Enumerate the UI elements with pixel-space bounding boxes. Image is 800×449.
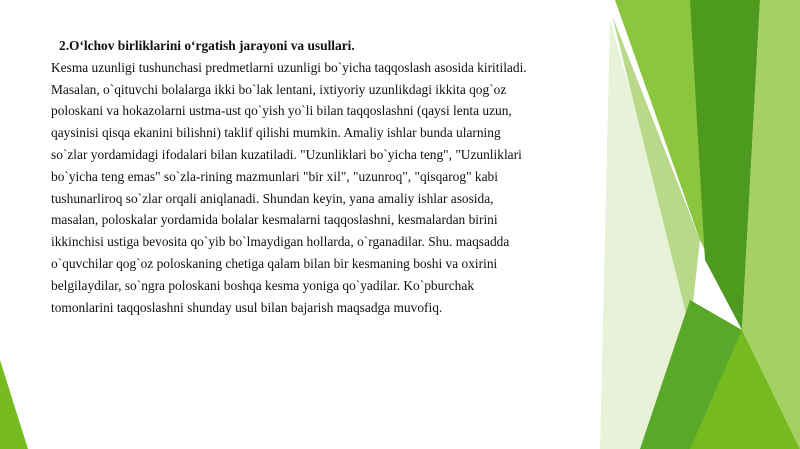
paragraph-line: belgilaydilar, so`ngra poloskani boshqa kesma yoniga qo`yadilar. Ko`pburchak (51, 277, 475, 293)
slide-content (51, 35, 611, 318)
paragraph-line: so`zlar yordamidagi ifodalari bilan kuzatiladi. "Uzunliklari bo`yicha teng", "Uzunliklari (51, 146, 522, 162)
paragraph-line: tushunarliroq so`zlar orqali aniqlanadi. Shundan keyin, yana amaliy ishlar asosida, (51, 190, 494, 206)
paragraph-line: ikkinchisi ustiga bevosita qo`yib bo`lmaydigan hollarda, o`rganadilar. Shu. maqsadda (51, 234, 510, 250)
paragraph-line: qaysinisi qisqa ekanini bilishni) taklif qilishi mumkin. Amaliy ishlar bunda ularning (51, 125, 501, 141)
paragraph-line: masalan, poloskalar yordamida bolalar kesmalarni taqqoslashni, kesmalardan birini (51, 212, 498, 228)
facet-bottom-left (0, 360, 28, 449)
paragraph-line: bo`yicha teng emas" so`zla-rining mazmunlari "bir xil", "uzunroq", "qisqarog" kabi (51, 168, 498, 184)
paragraph-line: poloskani va hokazolarni ustma-ust qo`yish yo`li bilan taqqoslashni (qaysi lenta uzun, (51, 103, 512, 119)
paragraph-line: Masalan, o`qituvchi bolalarga ikki bo`lak lentani, ixtiyoriy uzunlikdagi ikkita qog`oz (51, 81, 507, 97)
slide-heading: 2.O‘lchov birliklarini o‘rgatish jarayoni va usullari. (59, 38, 355, 53)
paragraph-line: Kesma uzunligi tushunchasi predmetlarni uzunligi bo`yicha taqqoslash asosida kiritiladi. (51, 59, 527, 75)
paragraph-line: tomonlarini taqqoslashni shunday usul bilan bajarish maqsadga muvofiq. (51, 299, 443, 315)
paragraph-line: o`quvchilar qog`oz poloskaning chetiga qalam bilan bir kesmaning boshi va oxirini (51, 255, 498, 271)
